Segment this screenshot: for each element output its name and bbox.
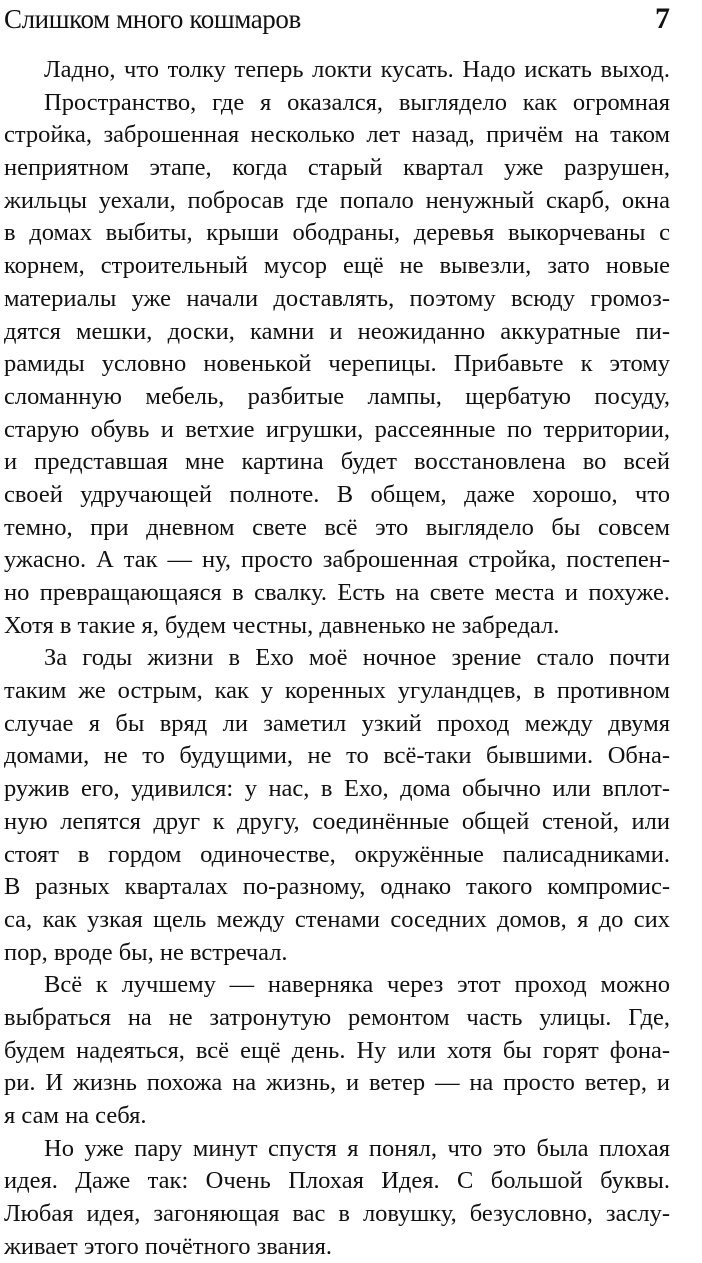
text-line: идея. Даже так: Очень Плохая Идея. С большой буквы. bbox=[4, 1167, 670, 1195]
text-line: живает этого почётного звания. bbox=[4, 1232, 333, 1260]
text-line: ружив его, удивился: у нас, в Ехо, дома обычно или вплот- bbox=[4, 775, 670, 803]
text-line: пор, вроде бы, не встречал. bbox=[4, 938, 288, 966]
text-line: я сам на себя. bbox=[4, 1102, 147, 1129]
running-header bbox=[4, 2, 670, 38]
text-line: корнем, строительный мусор ещё не вывезли, зато новые bbox=[4, 252, 670, 280]
text-line: Всё к лучшему — наверняка через этот проход можно bbox=[44, 971, 670, 999]
text-line: выбраться на не затронутую ремонтом часть улицы. Где, bbox=[4, 1003, 670, 1031]
text-line: ри. И жизнь похожа на жизнь, и ветер — на просто ветер, и bbox=[4, 1069, 670, 1097]
text-line: в домах выбиты, крыши ободраны, деревья выкорчеваны с bbox=[4, 219, 670, 247]
text-line: стройка, заброшенная несколько лет назад, причём на таком bbox=[4, 121, 670, 149]
text-line: материалы уже начали доставлять, поэтому всюду громоз- bbox=[4, 284, 670, 312]
text-line: Хотя в такие я, будем честны, давненько не забредал. bbox=[4, 611, 560, 639]
text-line: ужасно. А так — ну, просто заброшенная стройка, постепен- bbox=[4, 546, 670, 574]
text-line: За годы жизни в Ехо моё ночное зрение стало почти bbox=[44, 644, 670, 672]
text-line: таким же острым, как у коренных угуландцев, в противном bbox=[4, 677, 670, 705]
text-line: и представшая мне картина будет восстановлена во всей bbox=[4, 448, 670, 476]
text-line: В разных кварталах по-разному, однако такого компромис- bbox=[4, 873, 670, 901]
text-line: рамиды условно новенькой черепицы. Прибавьте к этому bbox=[4, 350, 670, 378]
text-line: но превращающаяся в свалку. Есть на свете места и похуже. bbox=[4, 579, 670, 606]
text-line: своей удручающей полноте. В общем, даже хорошо, что bbox=[4, 480, 670, 508]
text-line: домами, не то будущими, не то всё-таки бывшими. Обна- bbox=[4, 742, 670, 770]
text-line: са, как узкая щель между стенами соседних домов, я до сих bbox=[4, 905, 670, 933]
text-line: Ладно, что толку теперь локти кусать. Надо искать выход. bbox=[44, 56, 670, 83]
text-line: стоят в гордом одиночестве, окружённые палисадниками. bbox=[4, 840, 670, 868]
page-number: 7 bbox=[655, 2, 670, 35]
text-line: неприятном этапе, когда старый квартал уже разрушен, bbox=[4, 154, 670, 182]
text-line: старую обувь и ветхие игрушки, рассеянные по территории, bbox=[4, 415, 670, 443]
text-line: темно, при дневном свете всё это выглядело бы совсем bbox=[4, 513, 670, 541]
text-line: Но уже пару минут спустя я понял, что это была плохая bbox=[44, 1134, 670, 1162]
text-line: будем надеяться, всё ещё день. Ну или хотя бы горят фона- bbox=[4, 1036, 670, 1064]
running-title: Слишком много кошмаров bbox=[4, 4, 301, 34]
text-line: Пространство, где я оказался, выглядело как огромная bbox=[44, 88, 670, 116]
text-line: ную лепятся друг к другу, соединённые общей стеной, или bbox=[4, 807, 670, 835]
body-text bbox=[4, 54, 670, 1263]
text-line: Любая идея, загоняющая вас в ловушку, безусловно, заслу- bbox=[4, 1200, 670, 1228]
text-line: сломанную мебель, разбитые лампы, щербатую посуду, bbox=[4, 382, 670, 410]
text-line: жильцы уехали, побросав где попало ненужный скарб, окна bbox=[4, 186, 670, 214]
text-line: дятся мешки, доски, камни и неожиданно аккуратные пи- bbox=[4, 317, 670, 345]
text-line: случае я бы вряд ли заметил узкий проход между двумя bbox=[4, 709, 670, 737]
